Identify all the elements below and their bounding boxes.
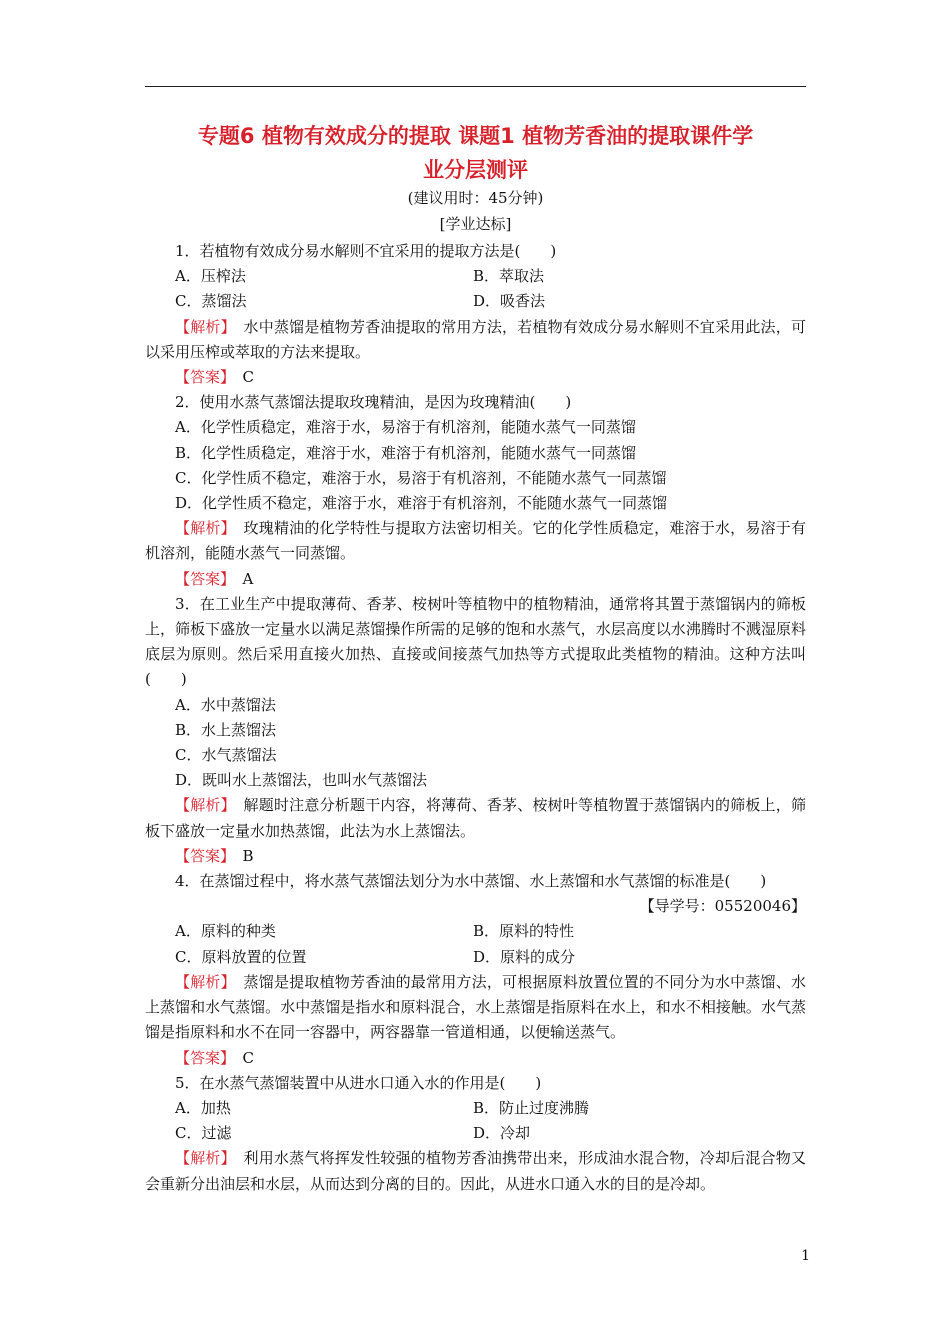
q3-option-a: A．水中蒸馏法 — [175, 695, 276, 714]
q1-stem: 1．若植物有效成分易水解则不宜采用的提取方法是( ) — [175, 242, 557, 260]
q3-option-b: B．水上蒸馏法 — [175, 720, 277, 739]
q3-option-d: D．既叫水上蒸馏法，也叫水气蒸馏法 — [175, 771, 428, 790]
q1-options-row1 — [145, 264, 806, 289]
q4-analysis: 【解析】 蒸馏是提取植物芳香油的最常用方法，可根据原料放置位置的不同分为水中蒸馏、水上蒸馏和水气蒸馏。水中蒸馏是指水和原料混合，水上蒸馏是指原料在水上，和水不相接触。水气蒸馏是指原料和水不在同一容器中，两容器靠一管道相通，以便输送蒸气。 — [145, 972, 806, 1042]
q2-stem: 2．使用水蒸气蒸馏法提取玫瑰精油，是因为玫瑰精油( ) — [175, 393, 572, 412]
q5-option-b: B．防止过度沸腾 — [473, 1098, 590, 1117]
q1-option-a: A．压榨法 — [175, 267, 246, 286]
q3-analysis: 【解析】 解题时注意分析题干内容，将薄荷、香茅、桉树叶等植物置于蒸馏锅内的筛板上，筛板下盛放一定量水加热蒸馏，此法为水上蒸馏法。 — [145, 796, 806, 840]
answer-label: 【答案】 — [175, 846, 228, 865]
section-heading: [学业达标] — [439, 215, 512, 233]
q3-option-c: C．水气蒸馏法 — [175, 746, 277, 765]
q4-option-a: A．原料的种类 — [175, 922, 276, 941]
q4-options-row2 — [145, 945, 806, 970]
q1-option-b: B．萃取法 — [473, 267, 545, 286]
q4-guide-number: 【导学号：05520046】 — [639, 897, 806, 916]
analysis-label: 【解析】 — [175, 519, 229, 538]
header-rule — [145, 86, 806, 87]
questions — [145, 239, 806, 1197]
analysis-label: 【解析】 — [175, 972, 229, 991]
answer-label: 【答案】 — [175, 1048, 228, 1067]
q1-option-c: C．蒸馏法 — [175, 292, 247, 311]
answer-label: 【答案】 — [175, 368, 228, 387]
q2-option-a: A．化学性质稳定，难溶于水，易溶于有机溶剂，能随水蒸气一同蒸馏 — [175, 418, 636, 437]
q4-options-row1 — [145, 919, 806, 944]
page-title: 专题6 植物有效成分的提取 课题1 植物芳香油的提取课件学 — [197, 124, 754, 148]
q5-option-d: D．冷却 — [473, 1124, 531, 1143]
q4-option-d: D．原料的成分 — [473, 947, 576, 966]
q2-option-b: B．化学性质稳定，难溶于水，难溶于有机溶剂，能随水蒸气一同蒸馏 — [175, 443, 637, 462]
analysis-label: 【解析】 — [175, 317, 229, 336]
q1-analysis: 【解析】 水中蒸馏是植物芳香油提取的常用方法，若植物有效成分易水解则不宜采用此法，可以采用压榨或萃取的方法来提取。 — [145, 317, 806, 361]
time-note: (建议用时：45分钟) — [407, 189, 544, 207]
answer-label: 【答案】 — [175, 569, 228, 588]
page-number: 1 — [801, 1248, 810, 1264]
q5-analysis: 【解析】 利用水蒸气将挥发性较强的植物芳香油携带出来，形成油水混合物，冷却后混合物又会重新分出油层和水层，从而达到分离的目的。因此，从进水口通入水的目的是冷却。 — [145, 1149, 806, 1193]
q5-stem: 5．在水蒸气蒸馏装置中从进水口通入水的作用是( ) — [175, 1073, 542, 1092]
q3-answer: 【答案】 B — [175, 846, 254, 865]
q5-option-a: A．加热 — [175, 1098, 231, 1117]
q2-option-d: D．化学性质不稳定，难溶于水，难溶于有机溶剂，不能随水蒸气一同蒸馏 — [175, 494, 668, 513]
q5-option-c: C．过滤 — [175, 1124, 232, 1143]
analysis-label: 【解析】 — [175, 1149, 229, 1168]
q2-analysis: 【解析】 玫瑰精油的化学特性与提取方法密切相关。它的化学性质稳定，难溶于水，易溶于有机溶剂，能随水蒸气一同蒸馏。 — [145, 519, 806, 563]
q5-options-row1 — [145, 1096, 806, 1121]
q2-answer: 【答案】 A — [175, 569, 254, 588]
q3-stem: 3．在工业生产中提取薄荷、香茅、桉树叶等植物中的植物精油，通常将其置于蒸馏锅内的筛板上，筛板下盛放一定量水以满足蒸馏操作所需的足够的饱和水蒸气，水层高度以水沸腾时不溅湿原料底层为原则。然后采用直接火加热、直接或间接蒸气加热等方式提取此类植物的精油。这种方法叫( ) — [145, 594, 806, 689]
q4-answer: 【答案】 C — [175, 1048, 254, 1067]
q4-option-c: C．原料放置的位置 — [175, 947, 307, 966]
q1-answer: 【答案】 C — [175, 368, 254, 387]
q4-stem: 4．在蒸馏过程中，将水蒸气蒸馏法划分为水中蒸馏、水上蒸馏和水气蒸馏的标准是( ) — [175, 872, 767, 891]
q5-options-row2 — [145, 1121, 806, 1146]
analysis-label: 【解析】 — [175, 796, 229, 815]
page-title-continued: 业分层测评 — [423, 158, 528, 182]
q1-option-d: D．吸香法 — [473, 292, 546, 311]
q2-option-c: C．化学性质不稳定，难溶于水，易溶于有机溶剂，不能随水蒸气一同蒸馏 — [175, 468, 667, 487]
q1-options-row2 — [145, 289, 806, 314]
q4-option-b: B．原料的特性 — [473, 922, 575, 941]
